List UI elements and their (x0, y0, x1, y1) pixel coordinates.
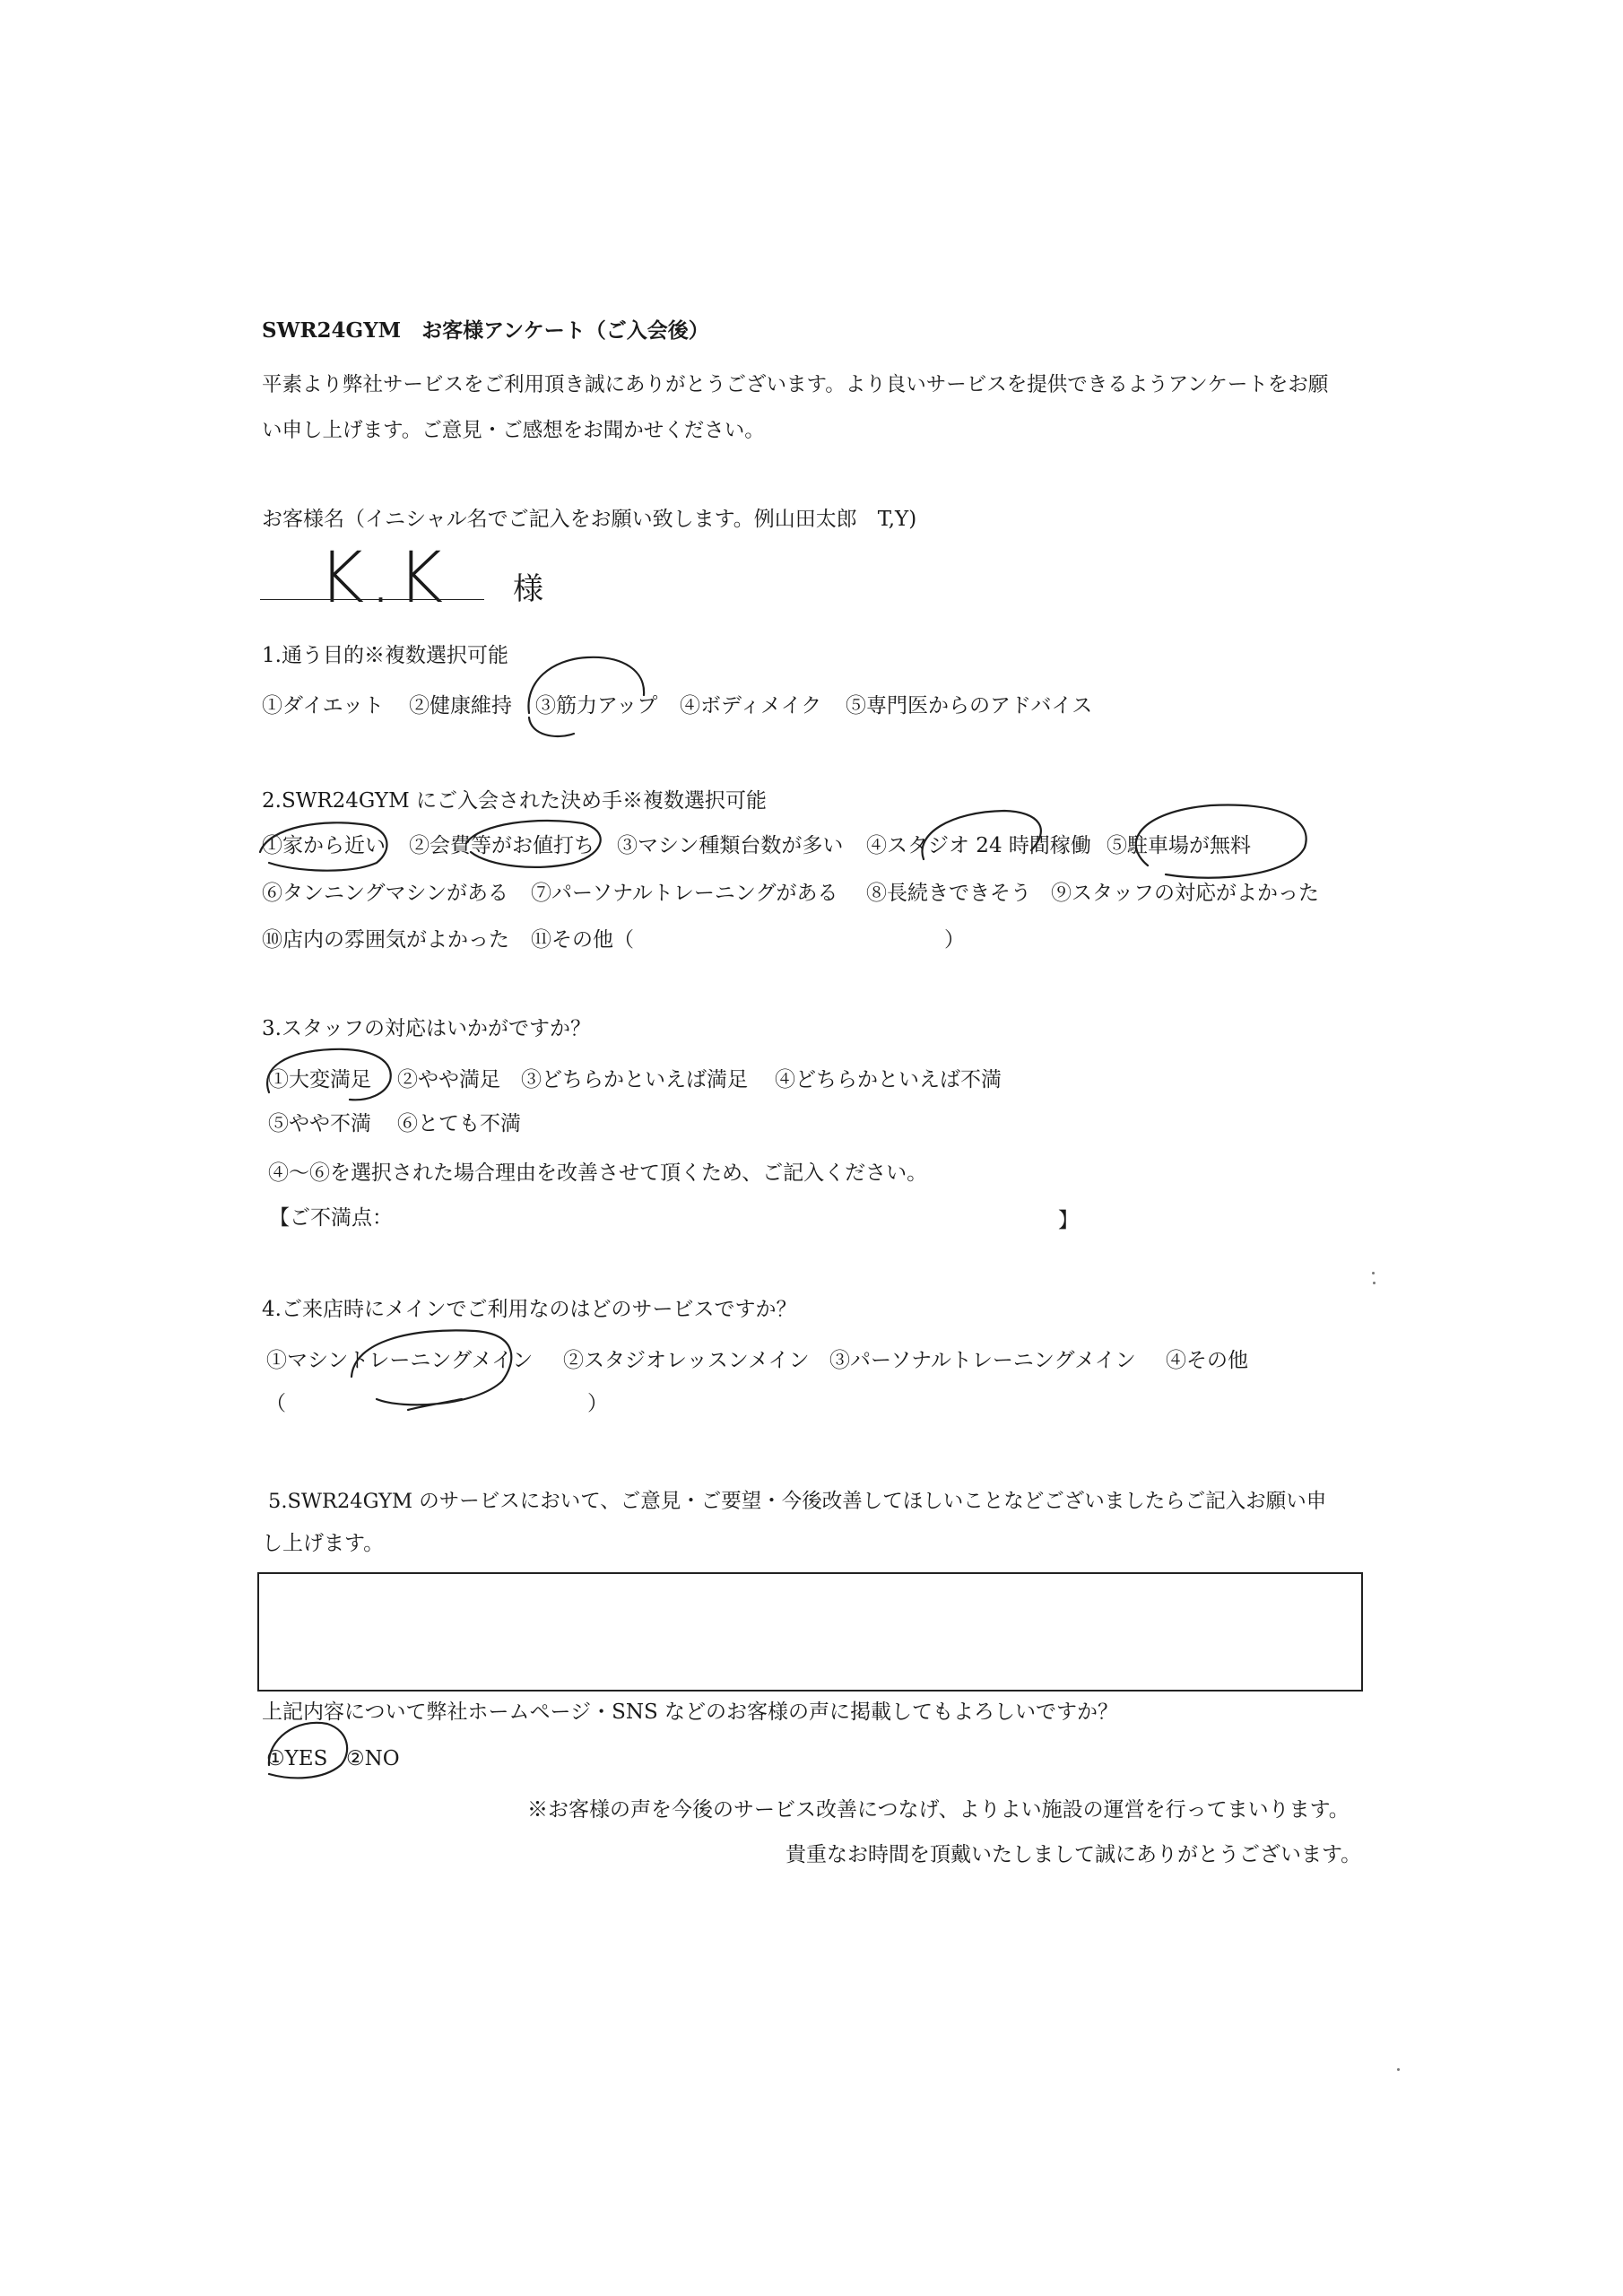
q2-option-10[interactable]: ⑩店内の雰囲気がよかった (262, 928, 509, 952)
customer-name-label: お客様名（イニシャル名でご記入をお願い致します。例山田太郎 T,Y) (262, 508, 917, 531)
scan-speck (1373, 1282, 1376, 1284)
q3-complaint-close: 】 (1058, 1209, 1079, 1232)
q4-question: 4.ご来店時にメインでご利用なのはどのサービスですか？ (262, 1298, 797, 1321)
q2-option-9[interactable]: ⑨スタッフの対応がよかった (1051, 882, 1319, 905)
q3-option-6[interactable]: ⑥とても不満 (397, 1112, 521, 1135)
survey-title: SWR24GYM お客様アンケート（ご入会後） (262, 318, 709, 343)
q2-option-6[interactable]: ⑥タンニングマシンがある (262, 882, 508, 905)
handwritten-name: K.K (318, 538, 449, 619)
publish-option-yes[interactable]: ①YES (266, 1747, 328, 1770)
q2-option-11[interactable]: ⑪その他（ (531, 928, 634, 952)
q2-option-3[interactable]: ③マシン種類台数が多い (617, 834, 844, 857)
q1-option-1[interactable]: ①ダイエット (262, 694, 385, 718)
honorific-sama: 様 (513, 571, 543, 607)
scan-speck (1372, 1272, 1375, 1274)
publish-option-no[interactable]: ②NO (346, 1747, 400, 1770)
q4-other-close-paren: ） (587, 1392, 608, 1415)
intro-line-1: 平素より弊社サービスをご利用頂き誠にありがとうございます。より良いサービスを提供できるようアンケートをお願 (262, 373, 1329, 396)
q3-option-4[interactable]: ④どちらかといえば不満 (775, 1068, 1002, 1091)
q3-complaint-label: 【ご不満点： (269, 1206, 393, 1230)
q1-option-2[interactable]: ②健康維持 (409, 694, 512, 718)
q1-option-5[interactable]: ⑤専門医からのアドバイス (846, 694, 1093, 718)
name-underline (260, 599, 484, 600)
q2-option-7[interactable]: ⑦パーソナルトレーニングがある (531, 882, 838, 905)
q4-option-3[interactable]: ③パーソナルトレーニングメイン (829, 1349, 1136, 1372)
q1-option-4[interactable]: ④ボディメイク (680, 694, 822, 718)
q2-question: 2.SWR24GYM にご入会された決め手※複数選択可能 (262, 789, 767, 813)
footer-note: ※お客様の声を今後のサービス改善につなげ、よりよい施設の運営を行ってまいります。 (527, 1798, 1350, 1822)
q4-other-open-paren: （ (265, 1392, 286, 1415)
publish-question: 上記内容について弊社ホームページ・SNS などのお客様の声に掲載してもよろしいですか？ (262, 1700, 1119, 1724)
q2-option-4[interactable]: ④スタジオ 24 時間稼働 (866, 834, 1091, 857)
q2-option-2[interactable]: ②会費等がお値打ち (409, 834, 595, 857)
q3-reason-prompt: ④～⑥を選択された場合理由を改善させて頂くため、ご記入ください。 (268, 1161, 928, 1185)
footer-thanks: 貴重なお時間を頂戴いたしまして誠にありがとうございます。 (785, 1843, 1362, 1866)
q1-question: 1.通う目的※複数選択可能 (262, 644, 508, 667)
q5-question-line-1: 5.SWR24GYM のサービスにおいて、ご意見・ご要望・今後改善してほしいことなどございましたらご記入お願い申 (268, 1490, 1327, 1513)
q5-answer-box[interactable] (257, 1572, 1363, 1692)
q2-option-1[interactable]: ①家から近い (262, 834, 386, 857)
q3-option-5[interactable]: ⑤やや不満 (268, 1112, 371, 1135)
q4-option-4[interactable]: ④その他 (1166, 1349, 1248, 1372)
q3-option-1[interactable]: ①大変満足 (268, 1068, 371, 1091)
q4-option-2[interactable]: ②スタジオレッスンメイン (563, 1349, 810, 1372)
q3-option-3[interactable]: ③どちらかといえば満足 (521, 1068, 748, 1091)
q1-option-3[interactable]: ③筋力アップ (535, 694, 658, 718)
q2-option-8[interactable]: ⑧長続きできそう (866, 882, 1031, 905)
intro-line-2: い申し上げます。ご意見・ご感想をお聞かせください。 (262, 419, 765, 442)
q4-option-1[interactable]: ①マシントレーニングメイン (266, 1349, 534, 1372)
q3-option-2[interactable]: ②やや満足 (397, 1068, 500, 1091)
scan-speck (1397, 2068, 1400, 2071)
q3-question: 3.スタッフの対応はいかがですか？ (262, 1017, 591, 1040)
q5-question-line-2: し上げます。 (262, 1532, 385, 1555)
q2-option-5[interactable]: ⑤駐車場が無料 (1107, 834, 1251, 857)
q2-other-close-paren: ） (944, 928, 965, 952)
